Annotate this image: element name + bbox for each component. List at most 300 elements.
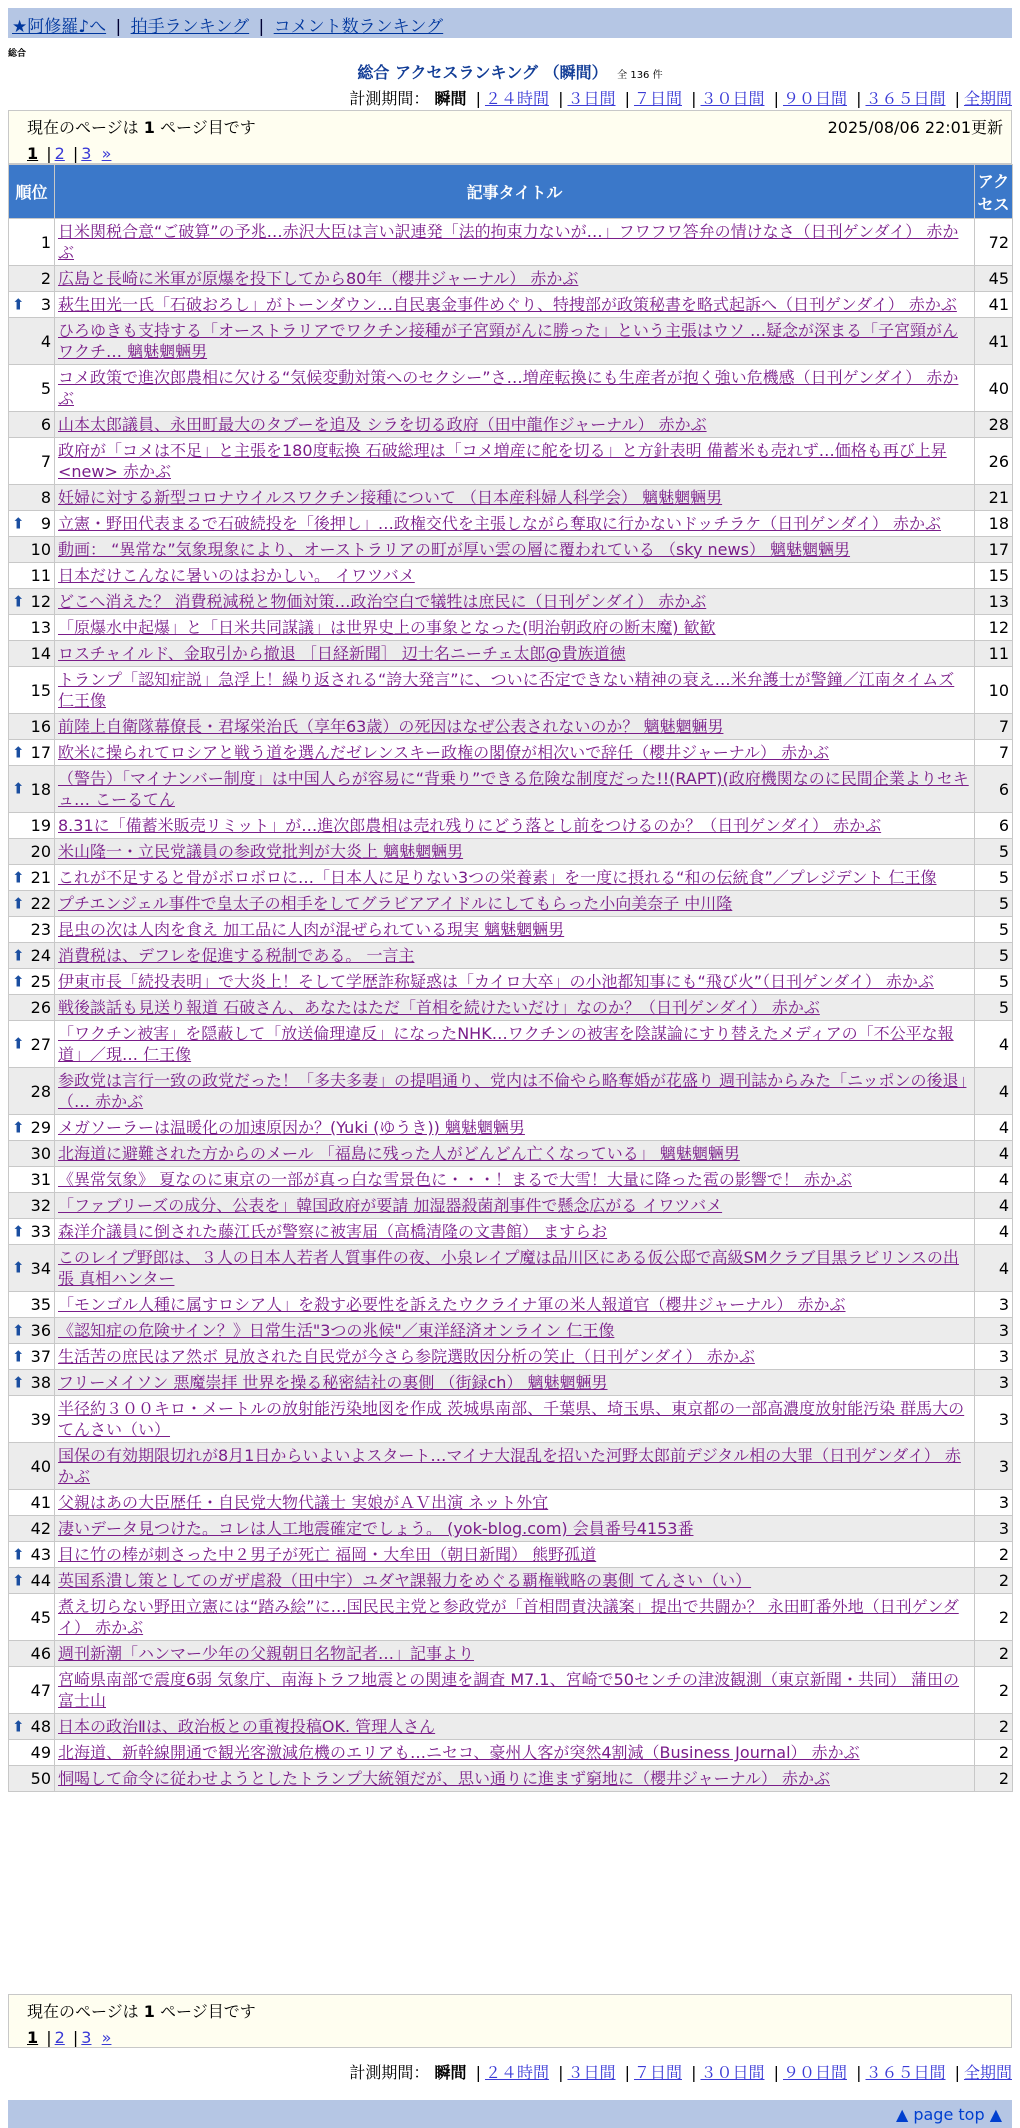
- article-link[interactable]: 《異常気象》 夏なのに東京の一部が真っ白な雪景色に・・・！まるで大雪！大量に降った雹の影響で！ 赤かぶ: [58, 1170, 853, 1189]
- article-link[interactable]: 週刊新潮「ハンマー少年の父親朝日名物記者…」記事より: [58, 1644, 475, 1663]
- table-row: [9, 1219, 1013, 1245]
- rank-number: 20: [30, 842, 51, 861]
- rank-cell: [9, 943, 55, 969]
- table-row: [9, 1740, 1013, 1766]
- table-row: [9, 943, 1013, 969]
- article-link[interactable]: 日本だけこんなに暑いのはおかしい。 イワツバメ: [58, 566, 415, 585]
- table-row: [9, 266, 1013, 292]
- access-count: 4: [975, 1068, 1013, 1115]
- access-count: 3: [975, 1318, 1013, 1344]
- access-count: 3: [975, 1490, 1013, 1516]
- rank-number: 37: [30, 1347, 51, 1366]
- table-row: [9, 1641, 1013, 1667]
- article-link[interactable]: 政府が「コメは不足」と主張を180度転換 石破総理は「コメ増産に舵を切る」と方針表明 備蓄米も売れず…価格も再び上昇<new> 赤かぶ: [58, 441, 947, 481]
- article-link[interactable]: 立憲・野田代表まるで石破続投を「後押し」…政権交代を主張しながら奪取に行かないドッチラケ（日刊ゲンダイ） 赤かぶ: [58, 514, 942, 533]
- access-count: 4: [975, 1115, 1013, 1141]
- rank-up-arrow-icon: ⬆: [12, 1545, 25, 1563]
- rank-up-arrow-icon: ⬆: [12, 1321, 25, 1339]
- period-current: 瞬間: [434, 2063, 467, 2082]
- rank-up-arrow-icon: ⬆: [12, 894, 25, 912]
- title-cell: [55, 995, 975, 1021]
- title-cell: [55, 1740, 975, 1766]
- period-label: 計測期間：: [349, 89, 430, 108]
- access-count: 2: [975, 1594, 1013, 1641]
- rank-number: 31: [30, 1170, 51, 1189]
- table-row: [9, 1568, 1013, 1594]
- article-link[interactable]: 山本太郎議員、永田町最大のタブーを追及 シラを切る政府（田中龍作ジャーナル） 赤かぶ: [58, 415, 707, 434]
- title-cell: [55, 1766, 975, 1792]
- article-link[interactable]: 「原爆水中起爆」と「日米共同謀議」は世界史上の事象となった(明治朝政府の断末魔) 歓歓: [58, 618, 716, 637]
- rank-number: 16: [30, 717, 51, 736]
- article-link[interactable]: 消費税は、デフレを促進する税制である。 一言主: [58, 946, 415, 965]
- rank-cell: [9, 917, 55, 943]
- access-count: 13: [975, 589, 1013, 615]
- article-link[interactable]: ロスチャイルド、金取引から撤退 ［日経新聞］ 辺士名ニーチェ太郎@貴族道徳: [58, 644, 626, 663]
- access-count: 12: [975, 615, 1013, 641]
- rank-number: 45: [30, 1607, 51, 1627]
- rank-up-arrow-icon: ⬆: [12, 592, 25, 610]
- period-link-30d[interactable]: ３０日間: [700, 89, 765, 108]
- rank-number: 1: [40, 232, 51, 252]
- rank-number: 47: [30, 1680, 51, 1700]
- footer-bar: [8, 2100, 1012, 2128]
- rank-cell: [9, 1740, 55, 1766]
- rank-number: 7: [40, 451, 51, 471]
- title-cell: [55, 1344, 975, 1370]
- rank-number: 25: [30, 972, 51, 991]
- rank-number: 10: [30, 540, 51, 559]
- rank-cell: [9, 1667, 55, 1714]
- table-row: [9, 1370, 1013, 1396]
- rank-cell: [9, 1318, 55, 1344]
- rank-up-arrow-icon: ⬆: [12, 1571, 25, 1589]
- ranking-table: [8, 164, 1013, 1792]
- title-cell: [55, 714, 975, 740]
- table-row: [9, 438, 1013, 485]
- article-link[interactable]: 「ワクチン被害」を隠蔽して「放送倫理違反」になったNHK…ワクチンの被害を陰謀論にすり替えたメディアの「不公平な報道」／現… 仁王像: [58, 1024, 954, 1064]
- table-row: [9, 485, 1013, 511]
- rank-cell: [9, 219, 55, 266]
- rank-up-arrow-icon: ⬆: [12, 1034, 25, 1053]
- title-cell: [55, 1292, 975, 1318]
- rank-cell: [9, 1714, 55, 1740]
- rank-number: 30: [30, 1144, 51, 1163]
- rank-number: 39: [30, 1409, 51, 1429]
- article-link[interactable]: 萩生田光一氏「石破おろし」がトーンダウン…自民裏金事件めぐり、特捜部が政策秘書を略式起訴へ（日刊ゲンダイ） 赤かぶ: [58, 295, 957, 314]
- table-row: [9, 740, 1013, 766]
- rank-cell: [9, 1141, 55, 1167]
- table-row: [9, 839, 1013, 865]
- article-link[interactable]: 《認知症の危険サイン？》日常生活"3つの兆候"／東洋経済オンライン 仁王像: [58, 1321, 615, 1340]
- article-link[interactable]: 「モンゴル人種に属すロシア人」を殺す必要性を訴えたウクライナ軍の米人報道官（櫻井ジャーナル） 赤かぶ: [58, 1295, 846, 1314]
- rank-cell: [9, 667, 55, 714]
- pager-page-2[interactable]: 2: [54, 2028, 65, 2047]
- article-link[interactable]: 父親はあの大臣歴任・自民党大物代議士 実娘がＡＶ出演 ネット外宜: [58, 1493, 549, 1512]
- article-link[interactable]: 参政党は言行一致の政党だった！「多夫多妻」の提唱通り、党内は不倫やら略奪婚が花盛り 週刊誌からみた「ニッポンの後退」（… 赤かぶ: [58, 1071, 967, 1111]
- article-link[interactable]: 生活苦の庶民はア然ボ 見放された自民党が今さら参院選敗因分析の笑止（日刊ゲンダイ） 赤かぶ: [58, 1347, 755, 1366]
- title-cell: [55, 219, 975, 266]
- rank-cell: [9, 641, 55, 667]
- article-link[interactable]: 国保の有効期限切れが8月1日からいよいよスタート…マイナ大混乱を招いた河野太郎前デジタル相の大罪（日刊ゲンダイ） 赤かぶ: [58, 1446, 961, 1486]
- title-cell: [55, 563, 975, 589]
- period-link-90d[interactable]: ９０日間: [782, 89, 847, 108]
- access-count: 4: [975, 1141, 1013, 1167]
- title-cell: [55, 766, 975, 813]
- rank-up-arrow-icon: ⬆: [12, 514, 25, 532]
- table-row: [9, 1542, 1013, 1568]
- article-link[interactable]: 伊東市長「続投表明」で大炎上！そして学歴詐称疑惑は「カイロ大卒」の小池都知事にも“飛び火”（日刊ゲンダイ） 赤かぶ: [58, 972, 934, 991]
- period-link-30d[interactable]: ３０日間: [700, 2063, 765, 2082]
- rank-cell: [9, 1443, 55, 1490]
- page-top-link[interactable]: ▲ page top ▲: [895, 2105, 1002, 2124]
- table-row: [9, 1443, 1013, 1490]
- rank-up-arrow-icon: ⬆: [12, 1258, 25, 1277]
- rank-up-arrow-icon: ⬆: [12, 1373, 25, 1391]
- title-cell: [55, 1370, 975, 1396]
- access-count: 2: [975, 1740, 1013, 1766]
- rank-cell: [9, 485, 55, 511]
- article-link[interactable]: 妊婦に対する新型コロナウイルスワクチン接種について （日本産科婦人科学会） 魑魅魍魎男: [58, 488, 723, 507]
- period-link-3d[interactable]: ３日間: [567, 89, 616, 108]
- rank-cell: [9, 615, 55, 641]
- rank-number: 33: [30, 1222, 51, 1241]
- rank-cell: [9, 839, 55, 865]
- table-row: [9, 641, 1013, 667]
- period-link-90d[interactable]: ９０日間: [782, 2063, 847, 2082]
- rank-cell: [9, 1370, 55, 1396]
- access-count: 2: [975, 1667, 1013, 1714]
- article-link[interactable]: 昆虫の次は人肉を食え 加工品に人肉が混ぜられている現実 魑魅魍魎男: [58, 920, 565, 939]
- table-row: [9, 891, 1013, 917]
- title-cell: [55, 1667, 975, 1714]
- rank-cell: [9, 589, 55, 615]
- table-row: [9, 714, 1013, 740]
- article-link[interactable]: 8.31に「備蓄米販売リミット」が…進次郎農相は売れ残りにどう落とし前をつけるのか？（日刊ゲンダイ） 赤かぶ: [58, 816, 882, 835]
- table-row: [9, 318, 1013, 365]
- table-row: [9, 995, 1013, 1021]
- article-link[interactable]: フリーメイソン 悪魔崇拝 世界を操る秘密結社の裏側 （街録ch） 魑魅魍魎男: [58, 1373, 608, 1392]
- title-cell: [55, 1516, 975, 1542]
- access-count: 5: [975, 865, 1013, 891]
- table-row: [9, 1115, 1013, 1141]
- title-cell: [55, 667, 975, 714]
- article-link[interactable]: 英国系潰し策としてのガザ虐殺（田中宇）ユダヤ課報力をめぐる覇権戦略の裏側 てんさい（い）: [58, 1571, 752, 1590]
- header-rank: 順位: [9, 165, 55, 219]
- access-count: 7: [975, 714, 1013, 740]
- access-count: 10: [975, 667, 1013, 714]
- pager-bottom: 1 | 2 | 3 »: [27, 2028, 112, 2047]
- rank-number: 48: [30, 1717, 51, 1736]
- table-row: [9, 813, 1013, 839]
- access-count: 5: [975, 969, 1013, 995]
- article-link[interactable]: 広島と長崎に米軍が原爆を投下してから80年（櫻井ジャーナル） 赤かぶ: [58, 269, 579, 288]
- title-cell: [55, 1141, 975, 1167]
- title-cell: [55, 1568, 975, 1594]
- header-access: アクセス: [975, 165, 1013, 219]
- access-count: 21: [975, 485, 1013, 511]
- pager-next[interactable]: »: [101, 2028, 112, 2047]
- rank-cell: [9, 1245, 55, 1292]
- rank-cell: [9, 1641, 55, 1667]
- article-link[interactable]: どこへ消えた？ 消費税減税と物価対策…政治空白で犠牲は庶民に（日刊ゲンダイ） 赤かぶ: [58, 592, 707, 611]
- article-link[interactable]: 欧米に操られてロシアと戦う道を選んだゼレンスキー政権の閣僚が相次いで辞任（櫻井ジャーナル） 赤かぶ: [58, 743, 830, 762]
- pager-page-3[interactable]: 3: [81, 2028, 92, 2047]
- article-link[interactable]: 凄いデータ見つけた。コレは人工地震確定でしょう。 (yok-blog.com) 会員番号4153番: [58, 1519, 694, 1538]
- title-cell: [55, 969, 975, 995]
- rank-cell: [9, 1115, 55, 1141]
- rank-number: 19: [30, 816, 51, 835]
- table-row: [9, 1396, 1013, 1443]
- table-row: [9, 1594, 1013, 1641]
- period-link-365d[interactable]: ３６５日間: [865, 2063, 946, 2082]
- title-cell: [55, 1193, 975, 1219]
- nav-separator: |: [115, 17, 122, 37]
- period-current: 瞬間: [434, 89, 467, 108]
- section-label: 総合: [8, 49, 27, 59]
- access-count: 3: [975, 1344, 1013, 1370]
- access-count: 3: [975, 1292, 1013, 1318]
- rank-up-arrow-icon: ⬆: [12, 972, 25, 990]
- title-cell: [55, 740, 975, 766]
- title-cell: [55, 1714, 975, 1740]
- access-count: 28: [975, 412, 1013, 438]
- article-link[interactable]: 半径約３００キロ・メートルの放射能汚染地図を作成 茨城県南部、千葉県、埼玉県、東京都の一部高濃度放射能汚染 群馬大のてんさい（い）: [58, 1399, 965, 1439]
- access-count: 4: [975, 1021, 1013, 1068]
- rank-number: 29: [30, 1118, 51, 1137]
- access-count: 17: [975, 537, 1013, 563]
- rank-cell: [9, 511, 55, 537]
- title-cell: [55, 1115, 975, 1141]
- table-row: [9, 589, 1013, 615]
- title-cell: [55, 1443, 975, 1490]
- access-count: 6: [975, 813, 1013, 839]
- article-link[interactable]: トランプ「認知症説」急浮上！繰り返される“誇大発言”に、ついに否定できない精神の衰え…米弁護士が警鐘／江南タイムズ 仁王像: [58, 670, 955, 710]
- table-row: [9, 969, 1013, 995]
- title-cell: [55, 412, 975, 438]
- article-link[interactable]: メガソーラーは温暖化の加速原因か？(Yuki (ゆうき)) 魑魅魍魎男: [58, 1118, 525, 1137]
- article-link[interactable]: これが不足すると骨がボロボロに…「日本人に足りない3つの栄養素」を一度に摂れる“和の伝統食”／プレジデント 仁王像: [58, 868, 937, 887]
- article-link[interactable]: 戦後談話も見送り報道 石破さん、あなたはただ「首相を続けたいだけ」なのか？（日刊ゲンダイ） 赤かぶ: [58, 998, 820, 1017]
- period-link-365d[interactable]: ３６５日間: [865, 89, 946, 108]
- comment-ranking-link[interactable]: コメント数ランキング: [273, 17, 444, 37]
- rank-number: 34: [30, 1258, 51, 1278]
- access-count: 2: [975, 1766, 1013, 1792]
- rank-cell: [9, 1568, 55, 1594]
- rank-up-arrow-icon: ⬆: [12, 1222, 25, 1240]
- table-row: [9, 219, 1013, 266]
- rank-cell: [9, 1766, 55, 1792]
- article-link[interactable]: 動画： “異常な”気象現象により、オーストラリアの町が厚い雲の層に覆われている （sky news） 魑魅魍魎男: [58, 540, 851, 559]
- rank-number: 44: [30, 1571, 51, 1590]
- top-nav-bar: [8, 8, 1012, 38]
- title-cell: [55, 865, 975, 891]
- rank-number: 28: [30, 1081, 51, 1101]
- rank-cell: [9, 412, 55, 438]
- title-cell: [55, 891, 975, 917]
- rank-number: 18: [30, 779, 51, 799]
- rank-number: 9: [40, 514, 51, 533]
- title-cell: [55, 813, 975, 839]
- period-link-24h[interactable]: ２４時間: [484, 89, 549, 108]
- article-link[interactable]: プチエンジェル事件で皇太子の相手をしてグラビアアイドルにしてもらった小向美奈子 中川隆: [58, 894, 733, 913]
- title-cell: [55, 365, 975, 412]
- title-cell: [55, 1396, 975, 1443]
- rank-number: 32: [30, 1196, 51, 1215]
- title-cell: [55, 917, 975, 943]
- article-link[interactable]: 「ファブリーズの成分、公表を」韓国政府が要請 加湿器殺菌剤事件で懸念広がる イワツバメ: [58, 1196, 723, 1215]
- article-link[interactable]: 目に竹の棒が刺さった中２男子が死亡 福岡・大牟田（朝日新聞） 熊野孤道: [58, 1545, 597, 1564]
- table-row: [9, 1344, 1013, 1370]
- period-selector-top: 計測期間： 瞬間 | ２４時間 | ３日間 | ７日間 | ３０日間 | ９０日間 | ３６５日間 | 全期間: [349, 89, 1012, 108]
- home-link[interactable]: ★阿修羅♪へ: [12, 17, 107, 37]
- access-count: 15: [975, 563, 1013, 589]
- access-count: 2: [975, 1714, 1013, 1740]
- period-link-all[interactable]: 全期間: [963, 2063, 1012, 2082]
- period-link-all[interactable]: 全期間: [963, 89, 1012, 108]
- access-count: 4: [975, 1193, 1013, 1219]
- rank-number: 23: [30, 920, 51, 939]
- title-cell: [55, 943, 975, 969]
- access-count: 4: [975, 1219, 1013, 1245]
- article-link[interactable]: 北海道に避難された方からのメール 「福島に残った人がどんどん亡くなっている」 魑魅魍魎男: [58, 1144, 740, 1163]
- table-row: [9, 563, 1013, 589]
- rank-number: 24: [30, 946, 51, 965]
- article-link[interactable]: 森洋介議員に倒された藤江氏が警察に被害届（高橋清隆の文書館） ますらお: [58, 1222, 608, 1241]
- rank-number: 50: [30, 1769, 51, 1788]
- title-cell: [55, 1490, 975, 1516]
- article-link[interactable]: 日米関税合意“ご破算”の予兆…赤沢大臣は言い訳連発「法的拘束力ないが…」フワフワ答弁の情けなさ（日刊ゲンダイ） 赤かぶ: [58, 222, 959, 262]
- rank-cell: [9, 1167, 55, 1193]
- access-count: 2: [975, 1542, 1013, 1568]
- rank-cell: [9, 1292, 55, 1318]
- table-row: [9, 1318, 1013, 1344]
- rank-number: 40: [30, 1456, 51, 1476]
- access-count: 4: [975, 1245, 1013, 1292]
- rank-cell: [9, 1594, 55, 1641]
- article-link[interactable]: 宮崎県南部で震度6弱 気象庁、南海トラフ地震との関連を調査 M7.1、宮崎で50センチの津波観測（東京新聞・共同） 蒲田の富士山: [58, 1670, 960, 1710]
- pager-current: 1: [27, 2028, 39, 2047]
- access-count: 45: [975, 266, 1013, 292]
- rank-cell: [9, 714, 55, 740]
- title-cell: [55, 438, 975, 485]
- pager-page-2[interactable]: 2: [54, 144, 65, 163]
- table-row: [9, 292, 1013, 318]
- table-row: [9, 537, 1013, 563]
- period-link-24h[interactable]: ２４時間: [484, 2063, 549, 2082]
- rank-number: 27: [30, 1034, 51, 1054]
- table-row: [9, 917, 1013, 943]
- title-cell: [55, 485, 975, 511]
- period-link-7d[interactable]: ７日間: [633, 89, 682, 108]
- period-selector-bottom: 計測期間： 瞬間 | ２４時間 | ３日間 | ７日間 | ３０日間 | ９０日間 | ３６５日間 | 全期間: [349, 2063, 1012, 2082]
- rank-cell: [9, 740, 55, 766]
- rank-up-arrow-icon: ⬆: [12, 1717, 25, 1735]
- rank-cell: [9, 365, 55, 412]
- title-cell: [55, 266, 975, 292]
- rank-number: 6: [40, 415, 51, 434]
- title-cell: [55, 511, 975, 537]
- updated-time: 2025/08/06 22:01更新: [827, 118, 1003, 137]
- title-cell: [55, 1219, 975, 1245]
- title-cell: [55, 1542, 975, 1568]
- access-count: 5: [975, 995, 1013, 1021]
- access-count: 41: [975, 292, 1013, 318]
- rank-number: 36: [30, 1321, 51, 1340]
- rank-up-arrow-icon: ⬆: [12, 946, 25, 964]
- title-cell: [55, 537, 975, 563]
- title-cell: [55, 1167, 975, 1193]
- table-row: [9, 1167, 1013, 1193]
- table-row: [9, 1292, 1013, 1318]
- article-link[interactable]: （警告）「マイナンバー制度」は中国人らが容易に“背乗り”できる危険な制度だった!!(RAPT)(政府機関なのに民間企業よりセキュ… こーるてん: [58, 769, 969, 809]
- article-link[interactable]: 米山隆一・立民党議員の参政党批判が大炎上 魑魅魍魎男: [58, 842, 464, 861]
- article-link[interactable]: 前陸上自衛隊幕僚長・君塚栄治氏（享年63歳）の死因はなぜ公表されないのか？ 魑魅魍魎男: [58, 717, 724, 736]
- rank-cell: [9, 766, 55, 813]
- rank-cell: [9, 563, 55, 589]
- ranking-count: 全 136 件: [617, 70, 663, 81]
- article-link[interactable]: 日本の政治Ⅱは、政治板との重複投稿OK. 管理人さん: [58, 1717, 436, 1736]
- pager-next[interactable]: »: [101, 144, 112, 163]
- rank-cell: [9, 1490, 55, 1516]
- access-count: 5: [975, 917, 1013, 943]
- period-link-3d[interactable]: ３日間: [567, 2063, 616, 2082]
- access-count: 11: [975, 641, 1013, 667]
- article-link[interactable]: このレイプ野郎は、３人の日本人若者人質事件の夜、小泉レイプ魔は品川区にある仮公邸で高級SMクラブ目黒ラビリンスの出張 真相ハンター: [58, 1248, 959, 1288]
- pager-top: 1 | 2 | 3 »: [27, 144, 112, 163]
- rank-cell: [9, 1344, 55, 1370]
- rank-cell: [9, 292, 55, 318]
- table-row: [9, 1021, 1013, 1068]
- rank-cell: [9, 1396, 55, 1443]
- access-count: 40: [975, 365, 1013, 412]
- table-row: [9, 667, 1013, 714]
- rank-number: 49: [30, 1743, 51, 1762]
- article-link[interactable]: 恫喝して命令に従わせようとしたトランプ大統領だが、思い通りに進まず窮地に（櫻井ジャーナル） 赤かぶ: [58, 1769, 830, 1788]
- ranking-title-text: 総合 アクセスランキング （瞬間）: [357, 63, 608, 82]
- table-row: [9, 511, 1013, 537]
- table-row: [9, 1245, 1013, 1292]
- rank-number: 13: [30, 618, 51, 637]
- pager-current: 1: [27, 144, 39, 163]
- rank-cell: [9, 537, 55, 563]
- current-page-text: 現在のページは 1 ページ目です: [27, 118, 256, 137]
- rank-cell: [9, 995, 55, 1021]
- article-link[interactable]: 北海道、新幹線開通で観光客激減危機のエリアも…ニセコ、豪州人客が突然4割減（Business Journal） 赤かぶ: [58, 1743, 860, 1762]
- article-link[interactable]: コメ政策で進次郎農相に欠ける“気候変動対策へのセクシー”さ…増産転換にも生産者が抱く強い危機感（日刊ゲンダイ） 赤かぶ: [58, 368, 959, 408]
- rank-number: 12: [30, 592, 51, 611]
- applause-ranking-link[interactable]: 拍手ランキング: [130, 17, 250, 37]
- rank-number: 4: [40, 331, 51, 351]
- title-cell: [55, 1068, 975, 1115]
- rank-number: 46: [30, 1644, 51, 1663]
- header-title: 記事タイトル: [55, 165, 975, 219]
- rank-up-arrow-icon: ⬆: [12, 1118, 25, 1136]
- table-row: [9, 615, 1013, 641]
- article-link[interactable]: ひろゆきも支持する「オーストラリアでワクチン接種が子宮頸がんに勝った」という主張はウソ …疑念が深まる「子宮頸がんワクチ… 魑魅魍魎男: [58, 321, 958, 361]
- rank-number: 22: [30, 894, 51, 913]
- table-row: [9, 1141, 1013, 1167]
- title-cell: [55, 1245, 975, 1292]
- period-label: 計測期間：: [349, 2063, 430, 2082]
- rank-number: 3: [40, 295, 51, 314]
- access-count: 26: [975, 438, 1013, 485]
- table-row: [9, 1068, 1013, 1115]
- table-row: [9, 766, 1013, 813]
- period-link-7d[interactable]: ７日間: [633, 2063, 682, 2082]
- nav-separator: |: [258, 17, 265, 37]
- article-link[interactable]: 煮え切らない野田立憲には“踏み絵”に…国民民主党と参政党が「首相問責決議案」提出で共闘か？ 永田町番外地（日刊ゲンダイ） 赤かぶ: [58, 1597, 959, 1637]
- pager-page-3[interactable]: 3: [81, 144, 92, 163]
